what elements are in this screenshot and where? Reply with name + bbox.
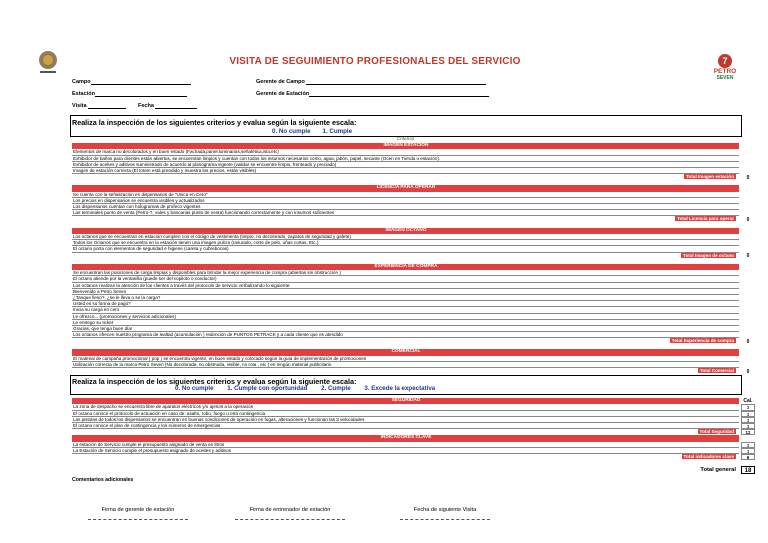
criterion-row: Elementos de marca no decolorados y en buen estado (Fachada,panel,luminarias,señalética,isla,etc) <box>72 149 739 155</box>
scale2-1: 1. Cumple con oportunidad <box>227 385 308 392</box>
section1-scale <box>272 128 364 135</box>
gerente-campo-field[interactable]: Gerente de Campo <box>256 79 486 85</box>
group-total-row <box>72 454 739 460</box>
criterion-row: Gracias, que tenga buen día! <box>72 326 739 332</box>
group-header: COMERCIAL <box>72 349 739 355</box>
group-total-value: 0 <box>746 253 750 260</box>
group-total-value: 0 <box>746 174 750 181</box>
criterion-row: La estación de Servicio cumple el presupuesto asignado de venta en litros <box>72 442 739 448</box>
group-total-row <box>72 216 739 222</box>
criterion-row: La zona de despacho se encuentra libre de aparatos eléctricos y/o ajenos a la operación <box>72 404 739 410</box>
criterion-row: Los precios en dispensarios se encuentra visibles y actualizados <box>72 198 739 204</box>
signature-trainer[interactable]: Firma de entrenador de estación <box>235 507 345 520</box>
section1-title: Realiza la inspección de los siguientes criterios y evalua según la siguiente escala: <box>72 118 357 127</box>
group-total-label: Total Imagen estación <box>686 174 734 180</box>
federal-seal-logo <box>32 47 64 77</box>
brand-line1: PETRO <box>713 68 737 75</box>
group-total-row <box>72 368 739 374</box>
group-total-label: Total Imagen de octano <box>683 252 734 258</box>
criterion-row: Le ofrezco... (promociones y servicios adicionales) <box>72 314 739 320</box>
criterion-row: Le entrego su ticket <box>72 320 739 326</box>
group-total-row <box>72 253 739 259</box>
evaluation-table <box>72 398 739 460</box>
group-header: INDICADORES CLAVE <box>72 435 739 441</box>
group-header: IMAGEN ESTACION <box>72 143 739 149</box>
criterion-row: Exhibidor de aceites y aditivos suministrado de acuerdo al planograma vigente (validar se encuentre limpio, frenteado y preciado) <box>72 162 739 168</box>
scale-0: 0. No cumple <box>272 128 311 135</box>
criterion-score[interactable]: 3 <box>741 404 755 410</box>
group-header: SEGURIDAD <box>72 398 739 404</box>
criterion-row: Imagen de estación correcta (El totem está prendido y muestra los precios, están visibles) <box>72 168 739 174</box>
group-total-label: Total Comercial <box>699 368 734 374</box>
petro-seven-logo <box>705 52 745 88</box>
criterion-row: El octano porta con elementos de seguridad e higiene (careta y cubrebocas) <box>72 246 739 252</box>
group-total-label: Total indicadores clave <box>683 454 734 460</box>
criterion-row: Los octanos ofrecen nuestro programa de lealtad (acumulación ) redención de PUNTOS PETRACK y a cada cliente que es atendido <box>72 332 739 338</box>
criteria-table <box>72 143 739 379</box>
criterion-score[interactable]: 3 <box>741 417 755 423</box>
criterion-row: Los dispensarios cuentan con hologramas de profeco vigentes <box>72 204 739 210</box>
criterion-row: El octano conoce el protocolo de actuación en caso de: asalto, robo, fuego u otra contingencia <box>72 411 739 417</box>
group-header: EXPERIENCIA DE COMPRA <box>72 264 739 270</box>
group-total-value: 12 <box>741 429 755 435</box>
scale2-0: 0. No cumple <box>175 385 214 392</box>
next-visit-date[interactable]: Fecha de siguiente Visita <box>400 507 490 520</box>
criterion-score[interactable]: 3 <box>741 442 755 448</box>
criterion-row: Inicia su carga en cero <box>72 307 739 313</box>
signature-manager[interactable]: Firma de gerente de estación <box>88 507 188 520</box>
scale2-3: 3. Excede la expectativa <box>364 385 436 392</box>
group-total-row <box>72 338 739 344</box>
group-total-label: Total Experiencia de compra <box>671 338 734 344</box>
criterion-row: El octano atiende por la ventanilla (puede ser del copiloto o conductor) <box>72 276 739 282</box>
estacion-field[interactable]: Estación <box>72 91 187 97</box>
group-total-value: 0 <box>746 217 750 224</box>
group-header: IMAGEN OCTANO <box>72 228 739 234</box>
grand-total-value: 18 <box>741 466 755 474</box>
visita-field[interactable]: Visita <box>72 103 126 109</box>
criterion-row: La Estación de Servicio cumple el presupuesto asignado de aceites y aditivos <box>72 448 739 454</box>
criterion-row: Todos los Octanos que se encuentra en la estación tienen una imagen pulcra (rasurado, corte de pelo, uñas cortas, Etc.) <box>72 240 739 246</box>
group-total-label: Total Licencia para operar <box>677 216 734 222</box>
criterion-row: El material de campaña promocional ( pop ) se encuentra vigente, en buen estado y colocado según la guía de implementación de promociones <box>72 356 739 362</box>
comments-label: Comentarios adicionales <box>72 477 134 483</box>
criterion-row: Utilización correcta de la marca Petro Seven (No decolorada, no obstruida, visible, no rota , etc ) en ningún material publicitario <box>72 362 739 368</box>
group-total-value: 0 <box>746 339 750 346</box>
criterion-row: Se encuentran las posiciones de carga limpias y disponibles para brindar la mejor experiencia de compra (abiertas sin obstrucción ) <box>72 270 739 276</box>
scale-1: 1. Cumple <box>322 128 353 135</box>
criterion-row: Los octanos que se encuentran en estación cumplen con el código de vestimenta (limpio, no decolorado, zapatos de seguridad y gafete) <box>72 234 739 240</box>
group-total-value: 0 <box>746 369 750 376</box>
group-header: LICENCIA PARA OPERAR <box>72 185 739 191</box>
criterion-row: Bienvenido a Petro Seven <box>72 289 739 295</box>
criterion-row: Las pistolas de todos los dispensarios se encuentran en buenas condiciones de operación en fugas, alteraciones y funcionan las 3 velocidades <box>72 417 739 423</box>
criterion-row: Los octanos realizan la atención de los clientes a través del protocolo de servicio verbalizando lo siguiente: <box>72 283 739 289</box>
section2-title: Realiza la inspección de los siguientes criterios y evalua según la siguiente escala: <box>72 377 357 386</box>
scale2-2: 2. Cumple <box>321 385 351 392</box>
criterion-score[interactable]: 3 <box>741 411 755 417</box>
fecha-field[interactable]: Fecha <box>138 103 197 109</box>
criterion-row: El octano conoce el plan de contingencia y los números de emergencias <box>72 423 739 429</box>
brand-line2: SEVEN <box>716 75 734 81</box>
campo-field[interactable]: Campo <box>72 79 191 85</box>
criterion-score[interactable]: 3 <box>741 448 755 454</box>
svg-text:7: 7 <box>722 56 728 66</box>
criterios-label: Criterios <box>396 137 415 142</box>
page-title: VISITA DE SEGUIMIENTO PROFESIONALES DEL SERVICIO <box>229 56 521 67</box>
criterion-row: Exhibidor de baños para clientes están abiertos, se encuentran limpios y cuentan con todos los insumos necesarios como, agua, jabón, papel, secante (Ocen en Tienda o estación). <box>72 156 739 162</box>
gerente-estacion-field[interactable]: Gerente de Estación <box>256 91 489 97</box>
cal-header: Cal. <box>743 398 753 404</box>
criterion-row: Las terminales punto de venta (Petro-7, vales y bancarias punto de venta) funcionando correctamente y con insumos suficientes <box>72 210 739 216</box>
section2-scale <box>175 385 447 392</box>
grand-total-label: Total general <box>700 467 736 473</box>
group-total-row <box>72 174 739 180</box>
criterion-row: ¿Tanque lleno?, ¿se le lleva o se la carga? <box>72 295 739 301</box>
criterion-row: Usted es su forma de pago? <box>72 301 739 307</box>
group-total-value: 6 <box>741 454 755 460</box>
criterion-row: Se cuenta con la señalización en dispensarios de "Unica en Cero" <box>72 192 739 198</box>
group-total-label: Total Seguridad <box>699 429 734 435</box>
criterion-score[interactable]: 3 <box>741 423 755 429</box>
